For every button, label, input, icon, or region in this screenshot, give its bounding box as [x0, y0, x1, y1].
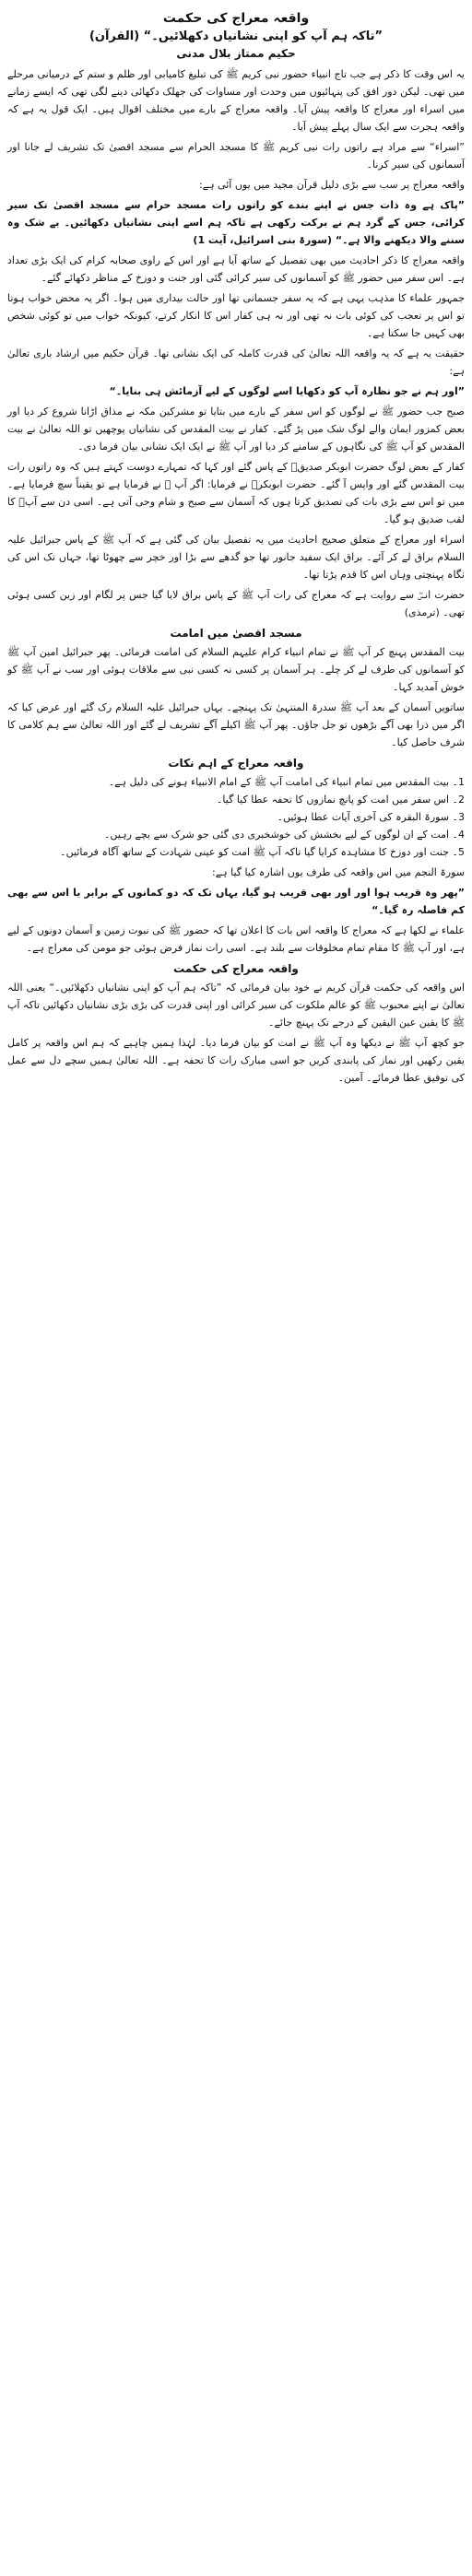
paragraph: علماء نے لکھا ہے کہ معراج کا واقعہ اس بات کا اعلان تھا کہ حضور ﷺ کی نبوت زمین و آسمان دونوں کے لیے ہے، اور آپ ﷺ کا مقام تمام مخلوقات سے بلند ہے۔ اسی رات نماز فرض ہوئی جو مومن کی معراج ہے۔ — [7, 924, 465, 954]
verse-text: ”پاک ہے وہ ذات جس نے اپنے بندے کو راتوں رات مسجد حرام سے مسجد اقصیٰ تک سیر کرائی، جس کے گرد ہم نے برکت رکھی ہے تاکہ ہم اسے اپنی نشانیاں دکھائیں۔ بے شک وہ سننے والا دیکھنے والا ہے۔“ — [7, 199, 465, 246]
paragraph: واقعہ معراج کا ذکر احادیث میں بھی تفصیل کے ساتھ آیا ہے اور اس کے راوی صحابہ کرام کی ایک بڑی تعداد ہے۔ اس سفر میں حضور ﷺ کو آسمانوں کی سیر کرائی گئی اور جنت و دوزخ کے مناظر دکھائے گئے۔ — [7, 254, 465, 284]
list-item: 2۔ اس سفر میں امت کو پانچ نمازوں کا تحفہ عطا کیا گیا۔ — [216, 794, 465, 806]
points-list — [7, 773, 465, 861]
paragraph: حقیقت یہ ہے کہ یہ واقعہ اللہ تعالیٰ کی قدرت کاملہ کی ایک نشانی تھا۔ قرآن حکیم میں ارشاد باری تعالیٰ ہے: — [7, 347, 465, 377]
paragraph: ساتویں آسمان کے بعد آپ ﷺ سدرۃ المنتہیٰ تک پہنچے۔ یہاں جبرائیل علیہ السلام رک گئے اور عرض کیا کہ اگر میں ذرا بھی آگے بڑھوں تو جل جاؤں۔ پھر آپ ﷺ اکیلے آگے تشریف لے گئے اور اللہ تعالیٰ سے ہم کلامی کا شرف حاصل کیا۔ — [7, 701, 465, 748]
quran-verse: ”اور ہم نے جو نظارہ آپ کو دکھایا اسے لوگوں کے لیے آزمائش ہی بنایا۔“ — [109, 385, 465, 397]
paragraph: اسراء اور معراج کے متعلق صحیح احادیث میں یہ تفصیل بیان کی گئی ہے کہ آپ ﷺ کے پاس جبرائیل علیہ السلام براق لے کر آئے۔ براق ایک سفید جانور تھا جو گدھے سے بڑا اور خچر سے چھوٹا تھا، جہاں تک اس کی نگاہ پہنچتی وہاں اس کا قدم پڑتا تھا۔ — [7, 534, 465, 581]
article-subtitle: ”تاکہ ہم آپ کو اپنی نشانیاں دکھلائیں۔“ (القرآن) — [88, 29, 384, 43]
paragraph: یہ اس وقت کا ذکر ہے جب تاج انبیاء حضور نبی کریم ﷺ کی تبلیغ کامیابی اور ظلم و ستم کے درمیانی مرحلے میں تھی۔ لیکن دور افق کی پنہائیوں میں وحدت اور مساوات کی جھلک دکھائی دینے لگی تھی کہ ایسے زمانے میں اسراء اور معراج کا واقعہ پیش آیا۔ واقعہ معراج کے بارے میں مختلف اقوال ہیں۔ ایک قول یہ ہے کہ واقعہ ہجرت سے ایک سال پہلے پیش آیا۔ — [7, 68, 465, 133]
paragraph: جو کچھ آپ ﷺ نے دیکھا وہ آپ ﷺ نے امت کو بیان فرما دیا۔ لہٰذا ہمیں چاہیے کہ ہم اس واقعہ پر کامل یقین رکھیں اور نماز کی پابندی کریں جو اسی مبارک رات کا تحفہ ہے۔ اللہ تعالیٰ ہمیں سچے دل سے عمل کی توفیق عطا فرمائے۔ آمین۔ — [7, 1037, 465, 1084]
quran-verse — [7, 196, 465, 249]
section-heading: مسجد اقصیٰ میں امامت — [170, 627, 302, 640]
article-author: حکیم ممتاز بلال مدنی — [176, 47, 296, 60]
quran-verse: ”پھر وہ قریب ہوا اور اور بھی قریب ہو گیا، یہاں تک کہ دو کمانوں کے برابر یا اس سے بھی کم فاصلہ رہ گیا۔“ — [7, 887, 465, 916]
paragraph: بیت المقدس پہنچ کر آپ ﷺ نے تمام انبیاء کرام علیہم السلام کی امامت فرمائی۔ پھر جبرائیل امین آپ ﷺ کو آسمانوں کی طرف لے کر چلے۔ ہر آسمان پر کسی نہ کسی نبی سے ملاقات ہوئی اور سب نے آپ ﷺ کو خوش آمدید کہا۔ — [7, 646, 465, 693]
paragraph: حضرت انسؓ سے روایت ہے کہ معراج کی رات آپ ﷺ کے پاس براق لایا گیا جس پر لگام اور زین کسی ہوئی تھی۔ (ترمذی) — [7, 589, 465, 618]
paragraph: اس واقعہ کی حکمت قرآن کریم نے خود بیان فرمائی کہ ”تاکہ ہم آپ کو اپنی نشانیاں دکھلائیں۔“ یعنی اللہ تعالیٰ نے اپنے محبوب ﷺ کو عالم ملکوت کی سیر کرائی اور اپنی قدرت کی بڑی بڑی نشانیاں دکھائیں تاکہ آپ ﷺ کا یقین عین الیقین کے درجے تک پہنچ جائے۔ — [7, 982, 465, 1029]
paragraph: جمہور علماء کا مذہب یہی ہے کہ یہ سفر جسمانی تھا اور حالت بیداری میں ہوا۔ اگر یہ محض خواب ہوتا تو اس پر تعجب کی کوئی بات نہ تھی اور نہ ہی کفار اس کا انکار کرتے، کیونکہ خواب میں تو کوئی شخص بھی کہیں جا سکتا ہے۔ — [7, 292, 465, 339]
list-item: 3۔ سورۃ البقرہ کی آخری آیات عطا ہوئیں۔ — [277, 811, 465, 823]
verse-reference: (سورۃ بنی اسرائیل، آیت 1) — [193, 234, 333, 246]
paragraph: سورۃ النجم میں اس واقعہ کی طرف یوں اشارہ کیا گیا ہے: — [212, 866, 465, 878]
list-item: 1۔ بیت المقدس میں تمام انبیاء کی امامت آپ ﷺ کے امام الانبیاء ہونے کی دلیل ہے۔ — [108, 776, 465, 788]
paragraph: ”اسراء“ سے مراد ہے راتوں رات نبی کریم ﷺ کا مسجد الحرام سے مسجد اقصیٰ تک تشریف لے جانا اور آسمانوں کی سیر کرنا۔ — [7, 141, 465, 171]
paragraph: کفار کے بعض لوگ حضرت ابوبکر صدیقؓ کے پاس گئے اور کہا کہ تمہارے دوست کہتے ہیں کہ وہ راتوں رات بیت المقدس گئے اور واپس آ گئے۔ حضرت ابوبکرؓ نے فرمایا: اگر آپ ﷺ نے فرمایا ہے تو یقیناً سچ فرمایا ہے۔ میں تو اس سے بڑی بات کی تصدیق کرتا ہوں کہ آسمان سے صبح و شام وحی آتی ہے۔ اسی دن سے آپؓ کا لقب صدیق ہو گیا۔ — [7, 461, 465, 525]
paragraph: صبح جب حضور ﷺ نے لوگوں کو اس سفر کے بارے میں بتایا تو مشرکین مکہ نے مذاق اڑانا شروع کر دیا اور بعض کمزور ایمان والے لوگ شک میں پڑ گئے۔ کفار نے بیت المقدس کی نشانیاں پوچھیں تو اللہ تعالیٰ نے بیت المقدس کو آپ ﷺ کی نگاہوں کے سامنے کر دیا اور آپ ﷺ نے ایک ایک نشانی بیان فرما دی۔ — [7, 406, 465, 453]
list-item: 4۔ امت کے ان لوگوں کے لیے بخشش کی خوشخبری دی گئی جو شرک سے بچے رہیں۔ — [103, 829, 465, 841]
list-item: 5۔ جنت اور دوزخ کا مشاہدہ کرایا گیا تاکہ آپ ﷺ امت کو عینی شہادت کے ساتھ آگاہ فرمائیں۔ — [60, 846, 465, 858]
section-heading: واقعہ معراج کے اہم نکات — [168, 757, 304, 770]
paragraph: واقعہ معراج پر سب سے بڑی دلیل قرآن مجید میں یوں آئی ہے: — [198, 179, 465, 191]
article-title: واقعہ معراج کی حکمت — [162, 11, 310, 26]
section-heading: واقعہ معراج کی حکمت — [173, 962, 299, 975]
